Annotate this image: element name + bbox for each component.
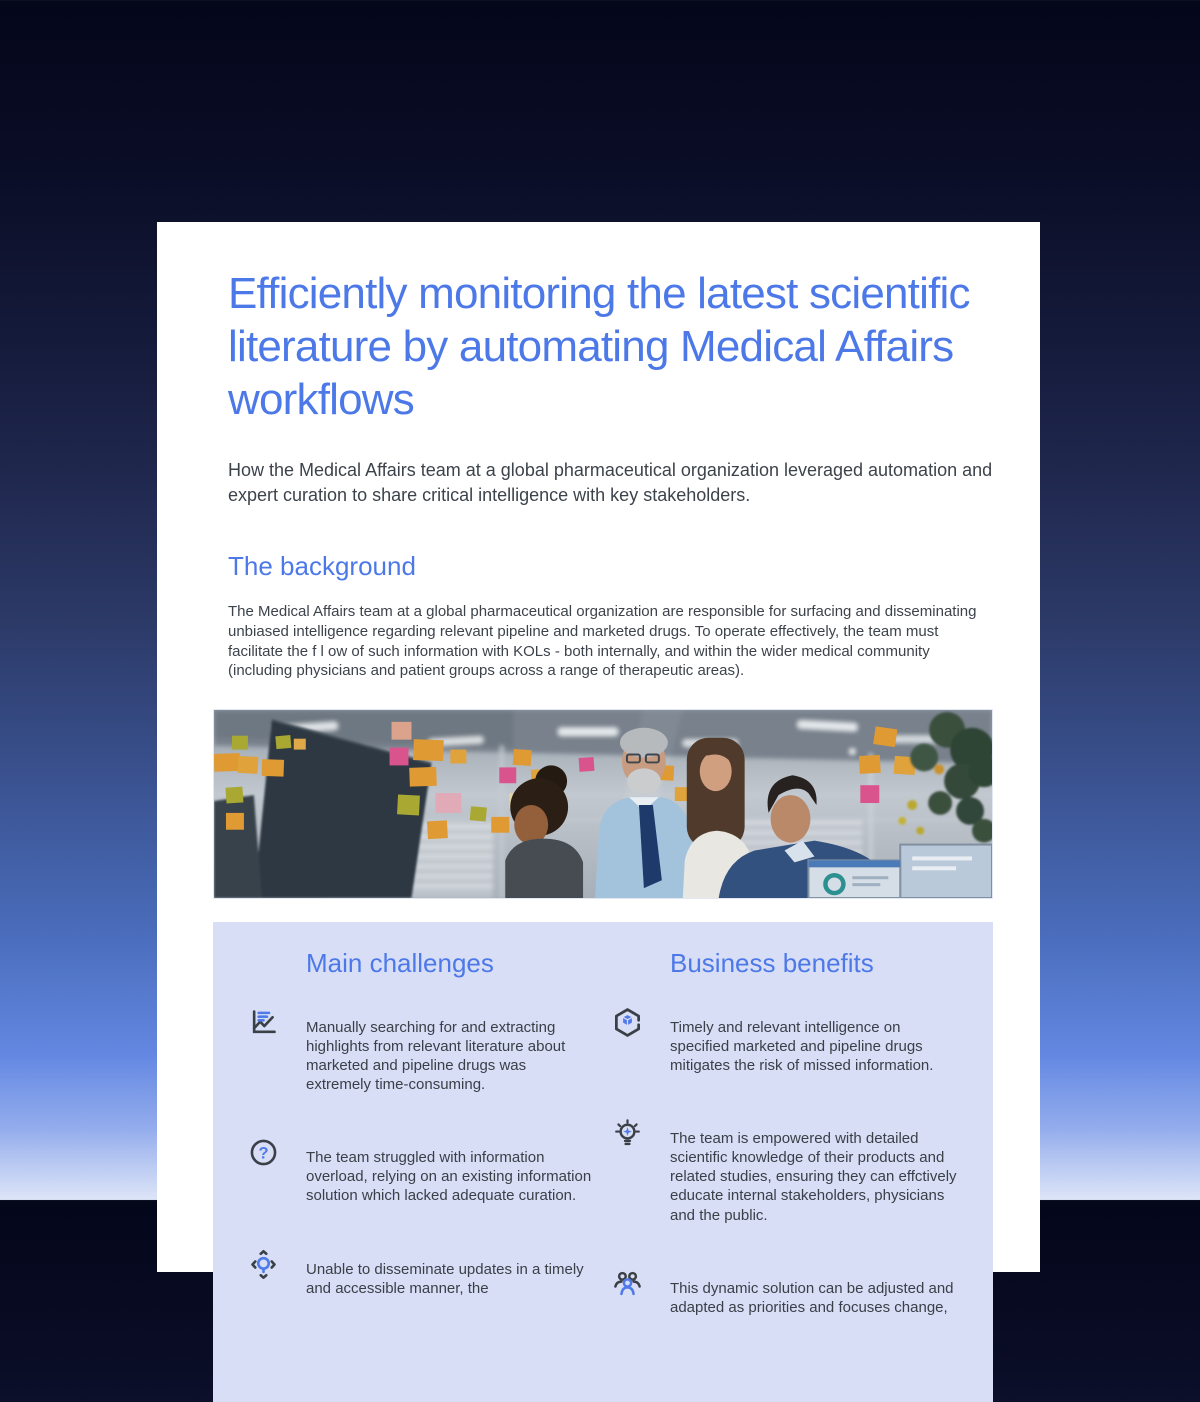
question-circle-icon — [247, 1136, 280, 1169]
hexagon-cube-icon — [611, 1006, 644, 1039]
challenge-text: Unable to disseminate updates in a timely and accessible manner, the — [306, 1260, 584, 1297]
challenge-item — [247, 1003, 595, 1109]
challenges-benefits-panel — [213, 922, 993, 1401]
svg-text:?: ? — [258, 1144, 269, 1163]
challenges-heading: Main challenges — [306, 948, 494, 979]
case-study-document — [157, 222, 1040, 1316]
benefit-text: Timely and relevant intelligence on specified marketed and pipeline drugs mitigates the risk of missed information. — [670, 1019, 934, 1075]
benefit-text: This dynamic solution can be adjusted and adapted as priorities and focuses change, — [670, 1279, 954, 1316]
people-icon — [611, 1267, 644, 1300]
office-photo-illustration — [213, 709, 993, 899]
lightbulb-icon — [611, 1117, 644, 1150]
challenge-text: The team struggled with information overload, relying on an existing information solution which lacked adequate curation. — [306, 1149, 592, 1205]
line-chart-icon — [247, 1006, 280, 1039]
benefit-item — [611, 1264, 959, 1332]
challenges-column — [247, 936, 595, 1331]
benefits-column — [611, 936, 959, 1331]
challenge-item — [247, 1133, 595, 1220]
benefits-heading: Business benefits — [670, 948, 874, 979]
benefit-item — [611, 1003, 959, 1090]
background-body-text: The Medical Affairs team at a global pharmaceutical organization are responsible for surfacing and disseminating unbiased intelligence regarding relevant pipeline and marketed drugs. To operate effectively, the team must facilitate the f l ow of such information with KOLs - both internally, and within the wider medical community (including physicians and patient groups across a range of therapeutic areas). — [228, 602, 977, 680]
challenge-text: Manually searching for and extracting highlights from relevant literature about marketed and pipeline drugs was extremely time-consuming. — [306, 1019, 566, 1094]
benefit-text: The team is empowered with detailed scientific knowledge of their products and related studies, ensuring they can effctively educate internal stakeholders, physicians and the public. — [670, 1130, 957, 1224]
benefit-item — [611, 1114, 959, 1239]
challenge-item — [247, 1245, 595, 1313]
page-subtitle: How the Medical Affairs team at a global pharmaceutical organization leveraged automation and expert curation to share critical intelligence with key stakeholders. — [228, 460, 993, 505]
page-title: Efficiently monitoring the latest scientific literature by automating Medical Affairs workflows — [228, 269, 970, 424]
search-pan-icon — [247, 1248, 280, 1281]
background-section-heading: The background — [228, 550, 416, 581]
